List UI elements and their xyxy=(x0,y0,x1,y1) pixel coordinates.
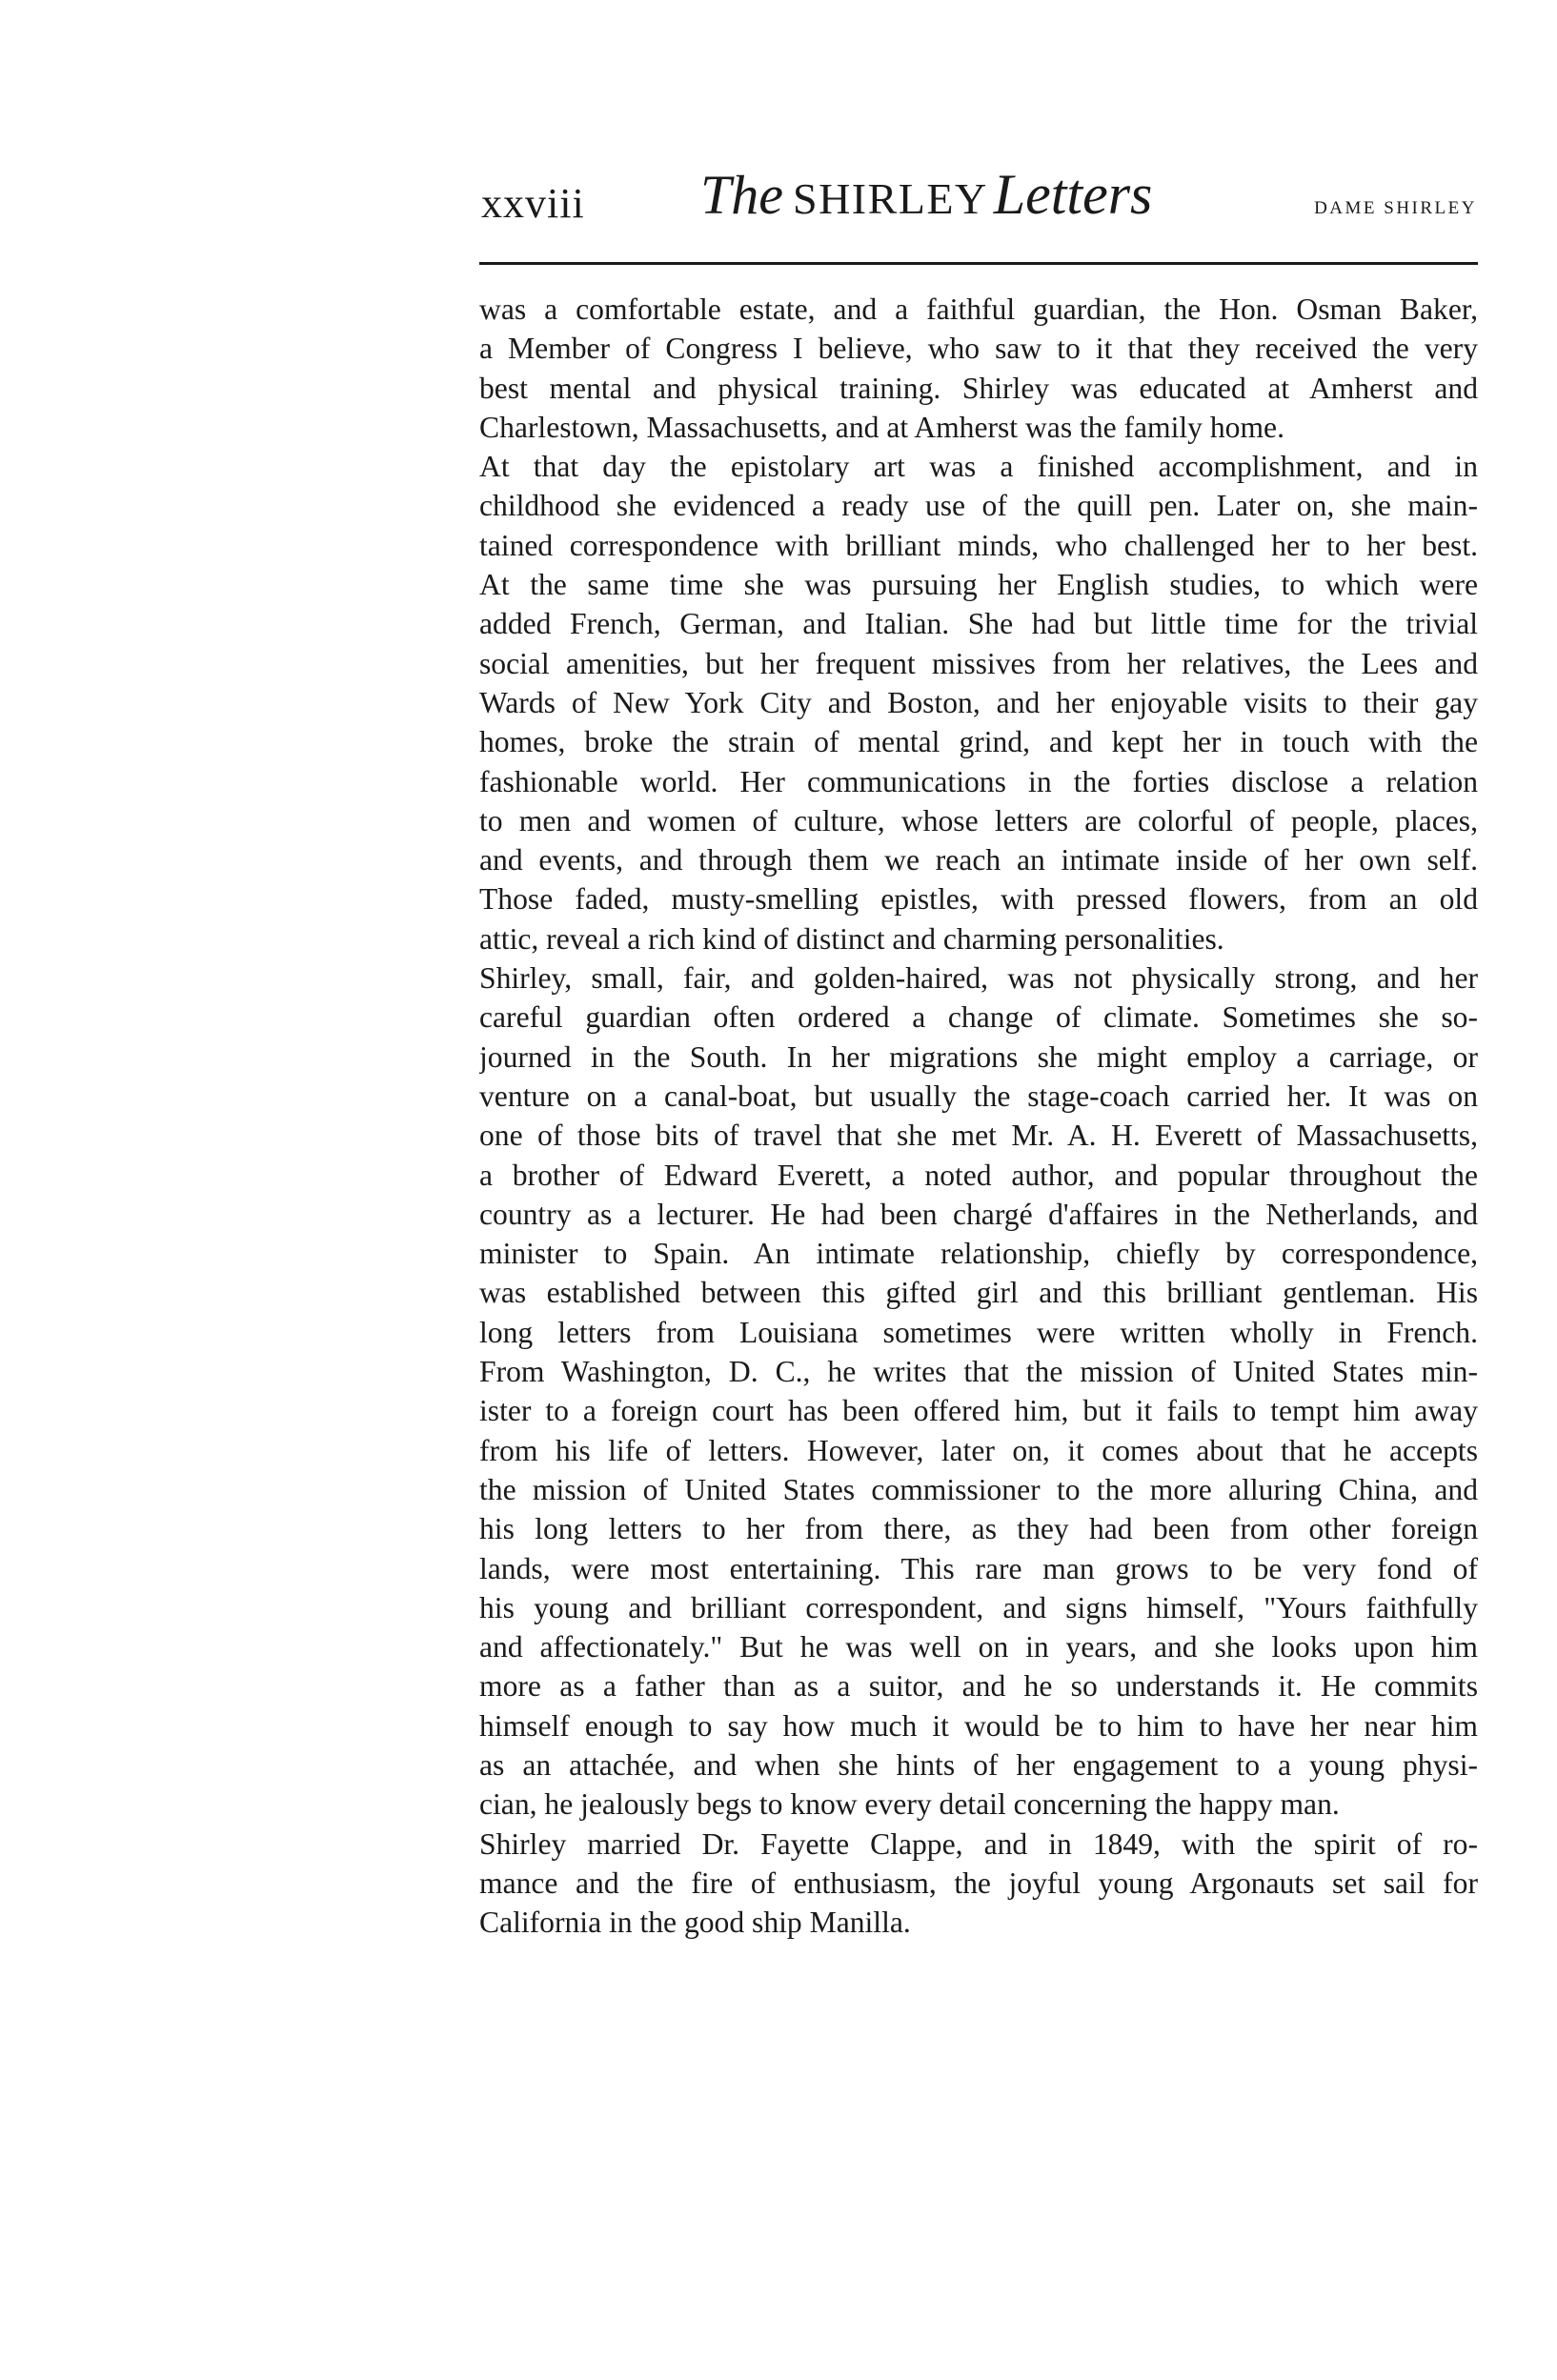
text-line: his long letters to her from there, as they had been from other foreign xyxy=(479,1512,1478,1546)
text-line: Shirley, small, fair, and golden-haired, was not physically strong, and her xyxy=(479,961,1478,996)
running-title-letters: Letters xyxy=(993,163,1153,226)
text-line: At that day the epistolary art was a finished accomplishment, and in xyxy=(479,450,1478,484)
text-line: tained correspondence with brilliant minds, who challenged her to her best. xyxy=(479,528,1478,562)
text-line: California in the good ship Manilla. xyxy=(479,1906,911,1940)
text-line: venture on a canal-boat, but usually the stage-coach carried her. It was on xyxy=(479,1079,1478,1113)
text-line: long letters from Louisiana sometimes were written wholly in French. xyxy=(479,1315,1478,1349)
text-line: a Member of Congress I believe, who saw to it that they received the very xyxy=(479,332,1478,366)
text-line: added French, German, and Italian. She had but little time for the trivial xyxy=(479,607,1478,641)
text-line: best mental and physical training. Shirley was educated at Amherst and xyxy=(479,371,1478,405)
text-line: From Washington, D. C., he writes that the mission of United States min- xyxy=(479,1355,1478,1389)
paragraph xyxy=(479,447,1478,958)
text-line: and affectionately." But he was well on in years, and she looks upon him xyxy=(479,1630,1478,1664)
text-line: Wards of New York City and Boston, and her enjoyable visits to their gay xyxy=(479,685,1478,719)
text-line: to men and women of culture, whose letters are colorful of people, places, xyxy=(479,803,1478,837)
running-title-shirley: SHIRLEY xyxy=(793,174,988,223)
text-line: more as a father than as a suitor, and he so understands it. He commits xyxy=(479,1669,1478,1704)
paragraph xyxy=(479,1825,1478,1943)
header-rule xyxy=(479,262,1478,265)
text-line: Those faded, musty-smelling epistles, with pressed flowers, from an old xyxy=(479,882,1478,917)
text-line: lands, were most entertaining. This rare man grows to be very fond of xyxy=(479,1551,1478,1585)
text-line: Shirley married Dr. Fayette Clappe, and in 1849, with the spirit of ro- xyxy=(479,1826,1478,1861)
text-line: homes, broke the strain of mental grind, and kept her in touch with the xyxy=(479,725,1478,759)
text-line: At the same time she was pursuing her English studies, to which were xyxy=(479,568,1478,602)
text-line: from his life of letters. However, later on, it comes about that he accepts xyxy=(479,1433,1478,1467)
text-line: childhood she evidenced a ready use of the quill pen. Later on, she main- xyxy=(479,489,1478,523)
text-line: himself enough to say how much it would be to him to have her near him xyxy=(479,1708,1478,1743)
text-line: was a comfortable estate, and a faithful guardian, the Hon. Osman Baker, xyxy=(479,292,1478,326)
text-line: cian, he jealously begs to know every detail concerning the happy man. xyxy=(479,1787,1340,1822)
text-line: social amenities, but her frequent missives from her relatives, the Lees and xyxy=(479,646,1478,680)
running-title xyxy=(700,162,1152,228)
text-line: mance and the fire of enthusiasm, the joyful young Argonauts set sail for xyxy=(479,1866,1478,1900)
body-text xyxy=(479,290,1478,1942)
text-line: as an attachée, and when she hints of her engagement to a young physi- xyxy=(479,1747,1478,1782)
text-line: his young and brilliant correspondent, and signs himself, "Yours faithfully xyxy=(479,1590,1478,1624)
text-line: fashionable world. Her communications in the forties disclose a relation xyxy=(479,764,1478,798)
text-line: attic, reveal a rich kind of distinct and charming personalities. xyxy=(479,921,1224,956)
page-number: xxviii xyxy=(481,180,585,227)
paragraph xyxy=(479,290,1478,447)
running-header xyxy=(481,162,1477,257)
text-line: careful guardian often ordered a change of climate. Sometimes she so- xyxy=(479,1000,1478,1035)
text-line: one of those bits of travel that she met Mr. A. H. Everett of Massachusetts, xyxy=(479,1119,1478,1153)
text-line: and events, and through them we reach an intimate inside of her own self. xyxy=(479,843,1478,877)
section-label: DAME SHIRLEY xyxy=(1314,198,1477,218)
text-line: ister to a foreign court has been offered him, but it fails to tempt him away xyxy=(479,1394,1478,1428)
text-line: journed in the South. In her migrations she might employ a carriage, or xyxy=(479,1039,1478,1074)
running-title-the: The xyxy=(700,164,783,226)
text-line: the mission of United States commissioner to the more alluring China, and xyxy=(479,1472,1478,1506)
paragraph xyxy=(479,958,1478,1825)
text-line: was established between this gifted girl and this brilliant gentleman. His xyxy=(479,1276,1478,1310)
text-line: minister to Spain. An intimate relationship, chiefly by correspondence, xyxy=(479,1237,1478,1271)
text-line: Charlestown, Massachusetts, and at Amherst was the family home. xyxy=(479,410,1284,444)
text-line: a brother of Edward Everett, a noted author, and popular throughout the xyxy=(479,1158,1478,1192)
text-line: country as a lecturer. He had been chargé d'affaires in the Netherlands, and xyxy=(479,1197,1478,1231)
